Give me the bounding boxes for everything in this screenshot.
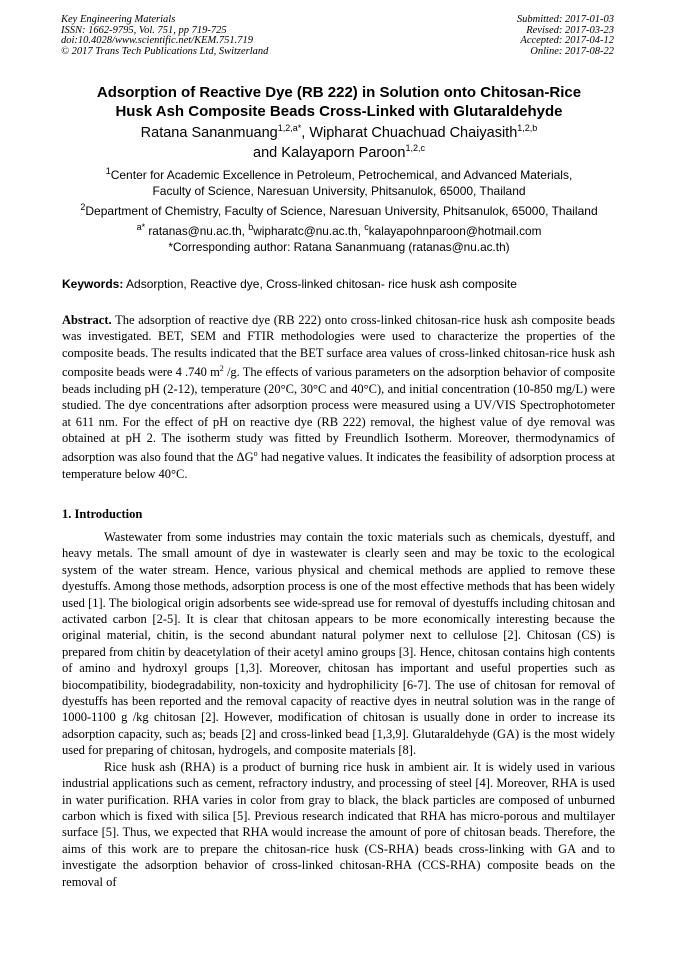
revised-date: Revised: 2017-03-23 xyxy=(526,24,614,36)
author-emails xyxy=(40,223,638,255)
email-marker: a* xyxy=(136,222,146,233)
author-name: Ratana Sananmuang xyxy=(140,125,278,141)
keywords xyxy=(62,276,618,292)
superscript: 2 xyxy=(219,364,224,374)
abstract xyxy=(62,312,615,482)
superscript: o xyxy=(253,449,258,459)
abstract-label: Abstract. xyxy=(62,313,112,327)
publication-dates xyxy=(517,15,614,57)
email-b[interactable]: wipharatc@nu.ac.th, xyxy=(253,224,365,238)
author-affiliation-marker: 1,2,a* xyxy=(277,123,302,134)
email-a[interactable]: ratanas@nu.ac.th, xyxy=(145,224,249,238)
journal-info xyxy=(61,15,268,57)
affiliation-1 xyxy=(40,167,638,199)
journal-name: Key Engineering Materials xyxy=(61,14,176,25)
abstract-text: /g. The effects of various parameters on the adsorption behavior of composite beads including pH (2-12), temperature (20°C, 30°C and 40°C), and initial concentration (10-850 mg/L) were studied. The dye concentrations after adsorption process were measured using a UV/VIS Spectrophotometer at 611 nm. For the effect of pH on reactive dye (RB 222) removal, the highest value of dye removal was obtained at pH 2. The isotherm study was fitted by Freundlich Isotherm. Moreover, thermodynamics of adsorption was also found that the ΔG xyxy=(62,365,615,465)
affiliation-marker: 2 xyxy=(80,202,86,212)
introduction-body xyxy=(62,529,615,890)
introduction-paragraph-1: Wastewater from some industries may contain the toxic materials such as chemicals, dyestuff, and heavy metals. The small amount of dye in wastewater is clearly seen and may be toxic to the ecological system of the water stream. Hence, various physical and chemical methods are applied to remove these dyestuffs. Among those methods, adsorption process is one of the most effective methods that has been widely used [1]. The biological origin adsorbents see wide-spread use for removal of dyestuffs including chitosan and activated carbon [2-5]. It is clear that chitosan appears to be more economically interesting because the original material, chitin, is the second abundant natural polymer next to cellulose [2]. Chitosan (CS) is prepared from chitin by deacetylation of their acetyl amino groups [3]. Hence, chitosan contains high contents of amino and hydroxyl groups [1,3]. Moreover, chitosan has important and useful properties such as biocompatibility, biodegradability, non-toxicity and hydrophilicity [6-7]. The use of chitosan for removal of dyestuffs has been reported and the removal capacity of reactive dyes in neutral solution was in the range of 1000-1100 g /kg chitosan [2]. However, modification of chitosan is usually done in order to increase its adsorption capacity, such as; beads [2] and cross-linked bead [1,3,9]. Glutaraldehyde (GA) is the most widely used for preparing of chitosan, hydrogels, and composite materials [8]. xyxy=(62,530,615,758)
keywords-label: Keywords: xyxy=(62,277,124,291)
submitted-date: Submitted: 2017-01-03 xyxy=(516,14,614,25)
keywords-text: Adsorption, Reactive dye, Cross-linked chitosan- rice husk ash composite xyxy=(123,277,517,291)
affiliation-2 xyxy=(40,203,638,219)
author-affiliation-marker: 1,2,b xyxy=(517,123,538,134)
author-separator: , xyxy=(301,125,310,141)
section-heading-introduction: 1. Introduction xyxy=(62,507,143,521)
email-marker: c xyxy=(364,222,369,233)
author-affiliation-marker: 1,2,c xyxy=(405,143,425,154)
abstract-text: The adsorption of reactive dye (RB 222) onto cross-linked chitosan-rice husk ash composite beads was investigated. BET, SEM and FTIR methodologies were used to characterize the properties of the composite beads. The results indicated that the BET surface area values of cross-linked chitosan-rice husk ash composite beads were 4 .740 m xyxy=(62,313,615,380)
doi[interactable]: doi:10.4028/www.scientific.net/KEM.751.719 xyxy=(61,35,253,47)
title-line-1: Adsorption of Reactive Dye (RB 222) in Solution onto Chitosan-Rice xyxy=(96,84,582,101)
author-list xyxy=(40,123,638,163)
affiliation-text: Center for Academic Excellence in Petroleum, Petrochemical, and Advanced Materials, xyxy=(110,168,573,182)
issn: ISSN: 1662-9795, Vol. 751, pp 719-725 xyxy=(61,24,227,36)
accepted-date: Accepted: 2017-04-12 xyxy=(520,35,614,47)
affiliation-1-line-2: Faculty of Science, Naresuan University, Phitsanulok, 65000, Thailand xyxy=(152,184,526,198)
author-name: Kalayaporn Paroon xyxy=(281,145,406,161)
title-line-2: Husk Ash Composite Beads Cross-Linked with Glutaraldehyde xyxy=(115,103,563,120)
online-date: Online: 2017-08-22 xyxy=(530,45,614,57)
affiliation-text: Department of Chemistry, Faculty of Science, Naresuan University, Phitsanulok, 65000, Thailand xyxy=(85,204,598,218)
author-name: Wipharat Chuachuad Chaiyasith xyxy=(309,125,518,141)
affiliation-marker: 1 xyxy=(105,166,111,176)
authors-line-2 xyxy=(40,143,638,163)
affiliation-1-line-1 xyxy=(40,167,638,183)
email-marker: b xyxy=(248,222,254,233)
abstract-text: had negative values. It indicates the feasibility of adsorption process at temperature below 40°C. xyxy=(62,450,616,481)
email-line xyxy=(40,223,638,239)
copyright: © 2017 Trans Tech Publications Ltd, Switzerland xyxy=(61,45,269,57)
author-conjunction: and xyxy=(253,145,282,161)
authors-line-1 xyxy=(40,123,638,143)
paper-title xyxy=(40,83,638,121)
corresponding-author: *Corresponding author: Ratana Sananmuang (ratanas@nu.ac.th) xyxy=(168,240,510,254)
introduction-paragraph-2: Rice husk ash (RHA) is a product of burning rice husk in ambient air. It is widely used in various industrial applications such as cement, refractory industry, and processing of steel [4]. Moreover, RHA is used in water purification. RHA varies in color from gray to black, the black particles are composed of unburned carbon which is fixed with silica [5]. Previous research indicated that RHA has micro-porous and multilayer surface [5]. Thus, we expected that RHA would increase the amount of pore of chitosan beads. Therefore, the aims of this work are to prepare the chitosan-rice husk (CS-RHA) beads cross-linking with GA and to investigate the adsorption behavior of cross-linked chitosan-RHA (CCS-RHA) composite beads on the removal of xyxy=(62,759,615,889)
email-c[interactable]: kalayapohnparoon@hotmail.com xyxy=(368,224,542,238)
